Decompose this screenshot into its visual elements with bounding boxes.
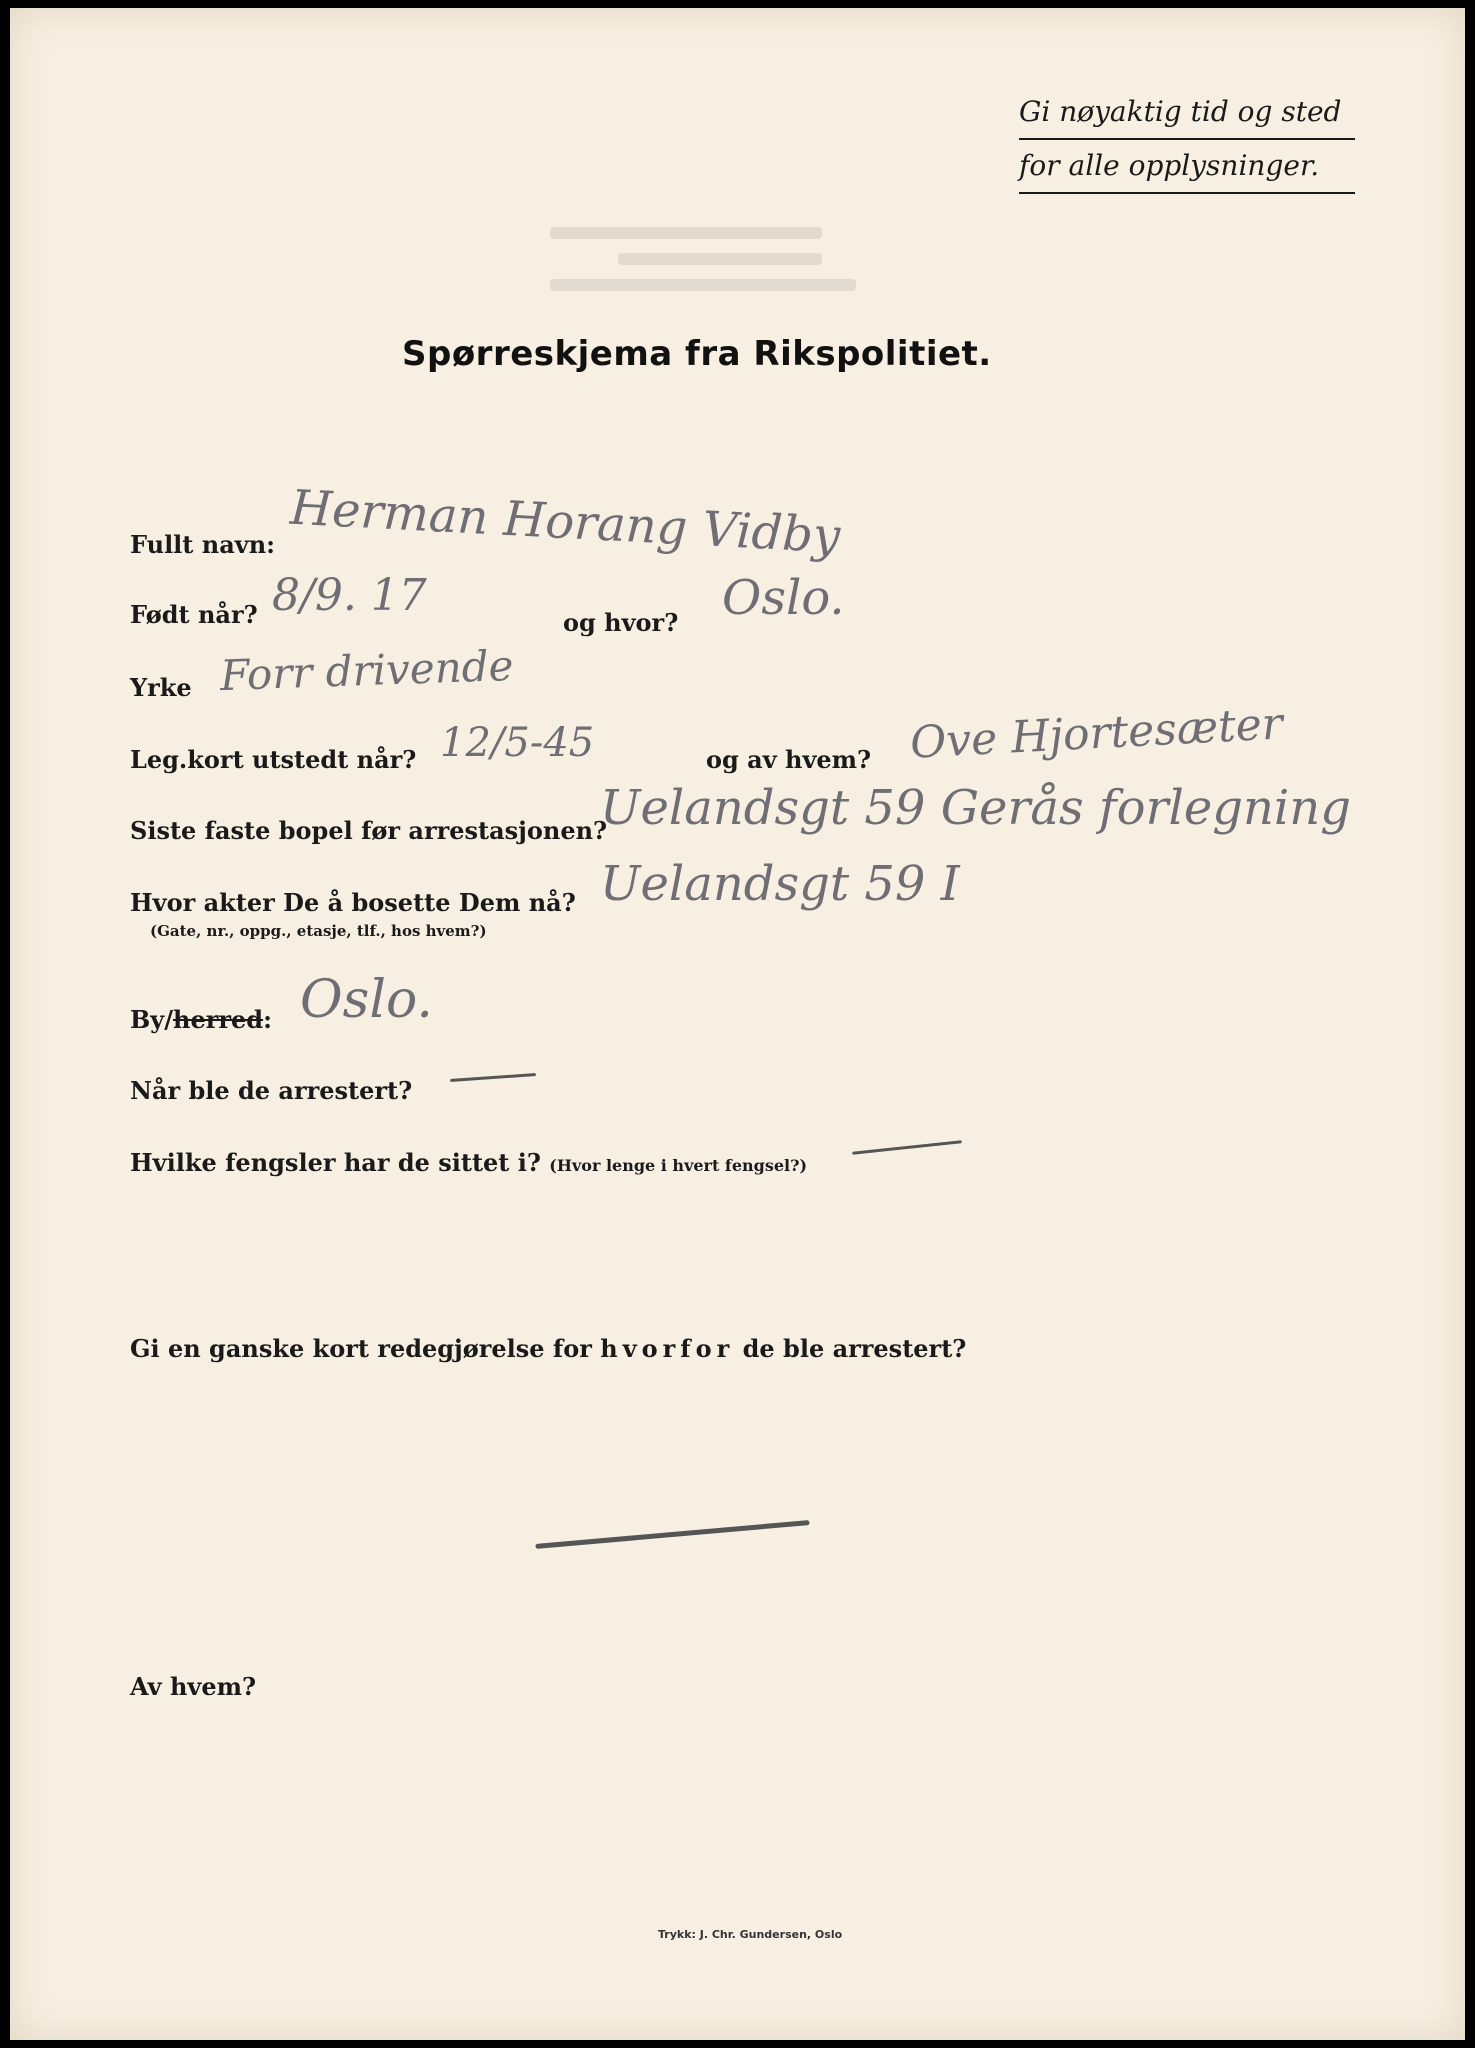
form-title: Spørreskjema fra Rikspolitiet. xyxy=(402,334,992,374)
label-by-whom: Av hvem? xyxy=(130,1672,257,1701)
label-reason-a: Gi en ganske kort redegjørelse for xyxy=(130,1334,601,1363)
value-city: Oslo. xyxy=(300,970,433,1030)
dash-arrested-when xyxy=(450,1073,536,1082)
label-legcard-when: Leg.kort utstedt når? xyxy=(130,745,417,774)
value-born-when: 8/9. 17 xyxy=(272,570,427,621)
value-born-where: Oslo. xyxy=(722,570,845,626)
hint-prisons: (Hvor lenge i hvert fengsel?) xyxy=(549,1156,808,1175)
label-last-address: Siste faste bopel før arrestasjonen? xyxy=(130,816,608,845)
value-last-address: Uelandsgt 59 Gerås forlegning xyxy=(600,780,1351,836)
label-city xyxy=(130,1005,272,1034)
instruction-note xyxy=(1019,86,1355,194)
label-city-a: By/ xyxy=(130,1005,173,1034)
value-full-name: Herman Horang Vidby xyxy=(288,479,842,565)
label-born-when: Født når? xyxy=(130,600,258,629)
label-occupation: Yrke xyxy=(130,673,192,702)
label-reason-c: de ble arrestert? xyxy=(734,1334,967,1363)
label-born-where: og hvor? xyxy=(563,608,679,637)
instruction-line-1: Gi nøyaktig tid og sted xyxy=(1019,86,1355,140)
printer-imprint: Trykk: J. Chr. Gundersen, Oslo xyxy=(658,1928,843,1941)
hint-future-address: (Gate, nr., oppg., etasje, tlf., hos hvem?) xyxy=(150,922,487,940)
value-legcard-when: 12/5-45 xyxy=(440,720,595,766)
label-reason xyxy=(130,1334,966,1363)
faint-bleedthrough xyxy=(550,213,890,333)
label-prisons-main: Hvilke fengsler har de sittet i? xyxy=(130,1148,541,1177)
dash-reason xyxy=(535,1520,809,1549)
instruction-line-2: for alle opplysninger. xyxy=(1019,140,1355,194)
label-city-b: herred xyxy=(173,1005,264,1034)
label-legcard-by: og av hvem? xyxy=(706,745,872,774)
document-page xyxy=(10,8,1465,2040)
label-arrested-when: Når ble de arrestert? xyxy=(130,1076,413,1105)
value-occupation: Forr drivende xyxy=(219,640,515,701)
dash-prisons xyxy=(852,1140,962,1154)
value-future-address: Uelandsgt 59 I xyxy=(600,856,960,912)
label-reason-b: hvorfor xyxy=(600,1334,735,1363)
label-prisons xyxy=(130,1148,807,1177)
label-future-address: Hvor akter De å bosette Dem nå? xyxy=(130,888,576,917)
value-legcard-by: Ove Hjortesæter xyxy=(908,698,1284,769)
label-full-name: Fullt navn: xyxy=(130,530,275,559)
label-city-c: : xyxy=(263,1005,272,1034)
